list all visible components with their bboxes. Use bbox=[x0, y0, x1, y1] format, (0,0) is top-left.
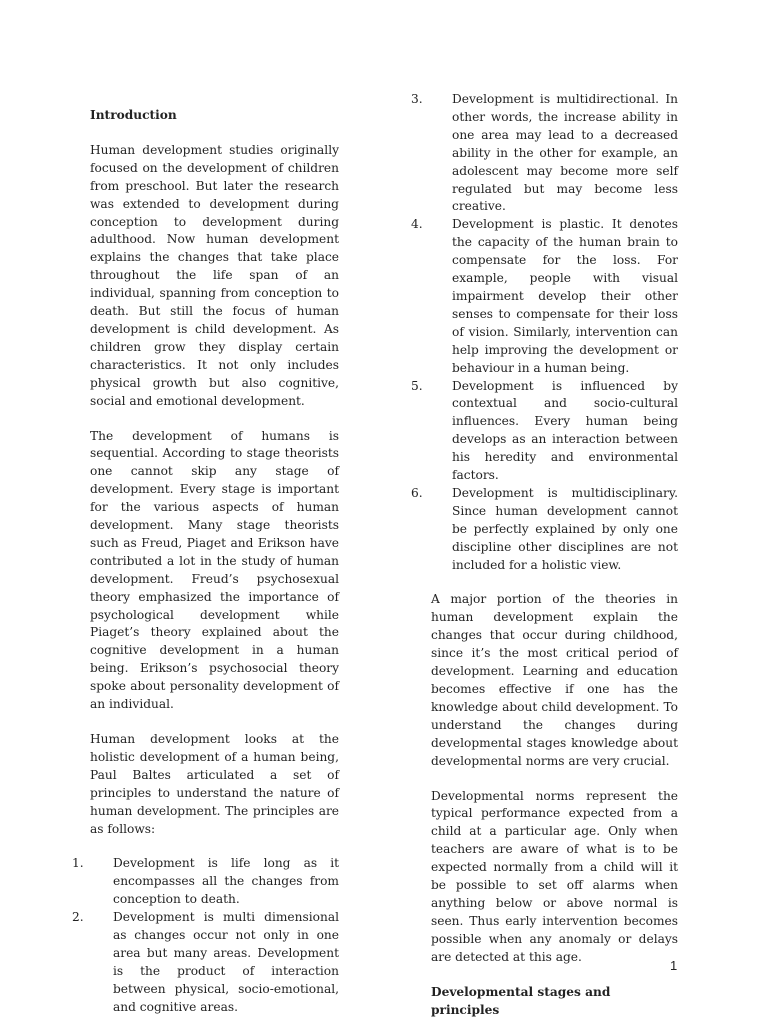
introduction-heading: Introduction bbox=[90, 108, 177, 122]
right-column bbox=[411, 91, 678, 1036]
list-item-text: Development is life long as it encompasses all the changes from conception to death. bbox=[113, 856, 339, 907]
principles-list-left bbox=[72, 855, 339, 1016]
intro-paragraph-1: Human development studies originally focused on the development of children from preschool. But later the research was extended to development during conception to development during adulthood. Now human development explains the changes that take place throughout the life span of an individual, spanning from conception to death. But still the focus of human development is child development. As children grow they display certain characteristics. It not only includes physical growth but also cognitive, social and emotional development. bbox=[90, 142, 339, 408]
intro-paragraph-2: The development of humans is sequential. According to stage theorists one cannot skip any stage of development. Every stage is important for the various aspects of human development. Many stage theorists such as Freud, Piaget and Erikson have contributed a lot in the study of human development. Freud’s psychosexual theory emphasized the importance of psychological development while Piaget’s theory explained about the cognitive development in a human being. Erikson’s psychosocial theory spoke about personality development of an individual. bbox=[90, 428, 339, 712]
list-item-text: Development is multi dimensional as changes occur not only in one area but many areas. Development is the product of interaction between physical, socio-emotional, and cognitive areas. bbox=[113, 910, 339, 1014]
list-item bbox=[411, 216, 678, 377]
principles-list-right bbox=[411, 91, 678, 574]
page-number: 1 bbox=[670, 958, 678, 973]
list-item bbox=[411, 378, 678, 485]
list-item-text: Development is influenced by contextual and socio-cultural influences. Every human being develops as an interaction between his heredity and environmental factors. bbox=[452, 378, 678, 483]
list-item-number: 5. bbox=[411, 378, 423, 393]
left-column bbox=[72, 107, 339, 1034]
list-item-text: Development is multidisciplinary. Since human development cannot be perfectly explained by only one discipline other disciplines are not included for a holistic view. bbox=[452, 485, 678, 572]
list-item-number: 1. bbox=[72, 856, 84, 871]
list-item bbox=[411, 485, 678, 575]
body-paragraph-2: Developmental norms represent the typical performance expected from a child at a particular age. Only when teachers are aware of what is to be expected normally from a child will it be possible to set off alarms when anything below or above normal is seen. Thus early intervention becomes possible when any anomaly or delays are detected at this age. bbox=[431, 788, 678, 964]
list-item-number: 2. bbox=[72, 910, 84, 925]
intro-paragraph-3: Human development looks at the holistic development of a human being, Paul Baltes articulated a set of principles to understand the nature of human development. The principles are as follows: bbox=[90, 732, 339, 836]
list-item-number: 3. bbox=[411, 92, 423, 106]
list-item-number: 4. bbox=[411, 217, 423, 232]
list-item-text: Development is plastic. It denotes the capacity of the human brain to compensate for the loss. For example, people with visual impairment develop their other senses to compensate for their loss of vision. Similarly, intervention can help improving the development or behaviour in a human being. bbox=[452, 217, 678, 375]
list-item bbox=[72, 855, 339, 909]
list-item bbox=[411, 91, 678, 216]
list-item-text: Development is multidirectional. In other words, the increase ability in one area may lead to a decreased ability in the other for example, an adolescent may become more self regulated but may become less creative. bbox=[452, 92, 678, 214]
list-item bbox=[72, 909, 339, 1016]
body-paragraph-1: A major portion of the theories in human development explain the changes that occur during childhood, since it’s the most critical period of development. Learning and education becomes effective if one has the knowledge about child development. To understand the changes during developmental stages knowledge about developmental norms are very crucial. bbox=[431, 592, 678, 768]
list-item-number: 6. bbox=[411, 485, 423, 500]
stages-heading: Developmental stages and principles bbox=[431, 984, 611, 1017]
